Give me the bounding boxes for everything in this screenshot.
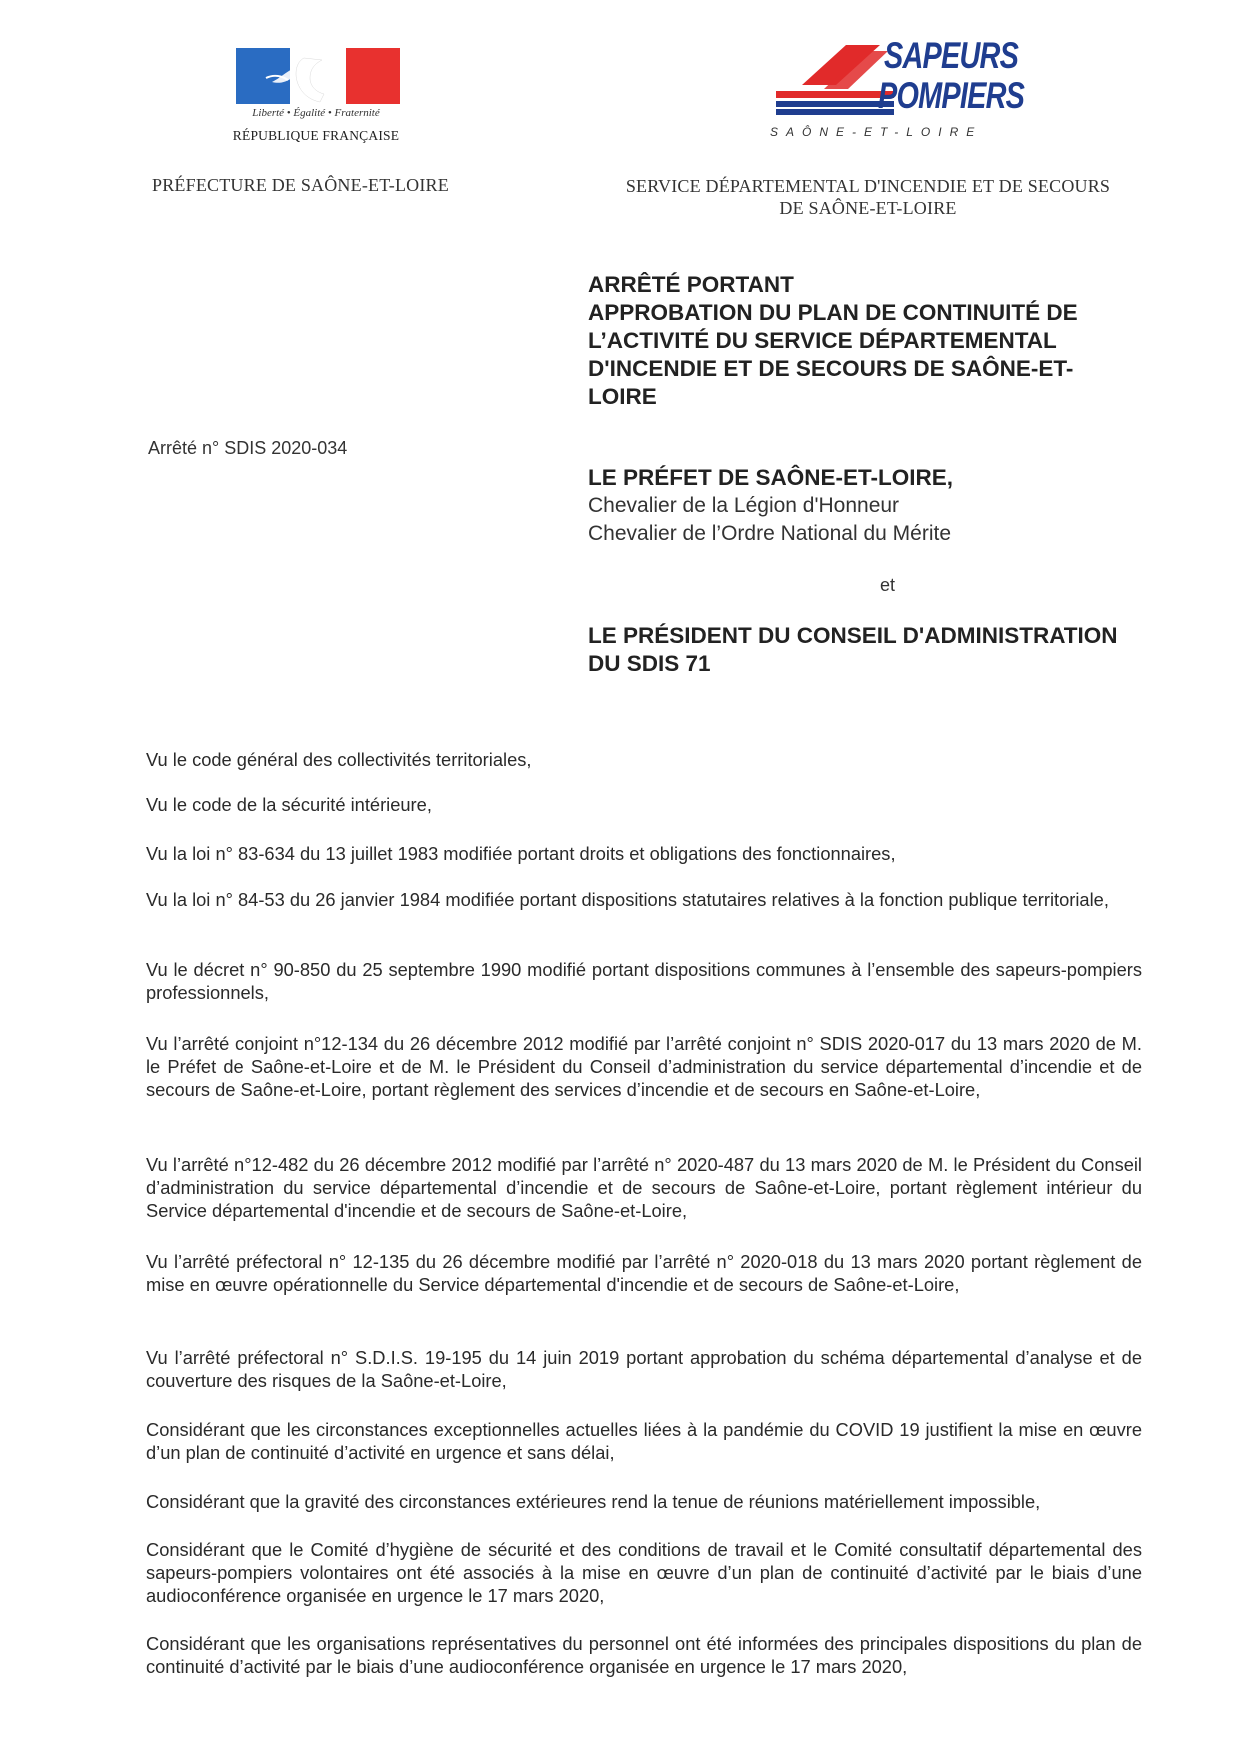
title-line: L’ACTIVITÉ DU SERVICE DÉPARTEMENTAL (588, 328, 1057, 353)
prefet-title-legion: Chevalier de la Légion d'Honneur (588, 494, 900, 517)
visa-paragraph: Vu le code général des collectivités territoriales, (146, 749, 532, 770)
visa-paragraph: Vu la loi n° 83-634 du 13 juillet 1983 modifiée portant droits et obligations des fonctionnaires, (146, 843, 896, 864)
sdis-logo-word-pompiers: POMPIERS (878, 75, 1025, 116)
sdis-logo-word-sapeurs: SAPEURS (884, 35, 1019, 76)
visa-paragraph: Vu le code de la sécurité intérieure, (146, 794, 432, 815)
visa-paragraph: Vu l’arrêté préfectoral n° 12-135 du 26 décembre modifié par l’arrêté n° 2020-018 du 13 mars 2020 portant règlement de mise en œuvre opérationnelle du Service départemental d'incendie et de secours de Saône-et-Loire, (146, 1251, 1142, 1295)
sdis-header (590, 175, 1146, 219)
president-line: LE PRÉSIDENT DU CONSEIL D'ADMINISTRATION (588, 623, 1118, 648)
visa-paragraph: Vu l’arrêté conjoint n°12-134 du 26 décembre 2012 modifié par l’arrêté conjoint n° SDIS 2020-017 du 13 mars 2020 de M. le Préfet de Saône-et-Loire et de M. le Président du Conseil d’administration du service départemental d’incendie et de secours de Saône-et-Loire, portant règlement des services d’incendie et de secours en Saône-et-Loire, (146, 1033, 1142, 1100)
prefet-heading: LE PRÉFET DE SAÔNE-ET-LOIRE, (588, 465, 954, 490)
sdis-logo-subtitle: SAÔNE-ET-LOIRE (770, 125, 983, 139)
president-line: DU SDIS 71 (588, 651, 711, 676)
title-line: APPROBATION DU PLAN DE CONTINUITÉ DE (588, 300, 1078, 325)
republique-motto: Liberté • Égalité • Fraternité (252, 107, 380, 119)
prefecture-header: PRÉFECTURE DE SAÔNE-ET-LOIRE (152, 175, 449, 195)
visa-paragraph: Vu l’arrêté préfectoral n° S.D.I.S. 19-195 du 14 juin 2019 portant approbation du schéma départemental d’analyse et de couverture des risques de la Saône-et-Loire, (146, 1347, 1142, 1391)
sdis-header-line1: SERVICE DÉPARTEMENTAL D'INCENDIE ET DE SECOURS (625, 176, 1111, 196)
prefet-title-merite: Chevalier de l’Ordre National du Mérite (588, 522, 951, 545)
arrete-reference: Arrêté n° SDIS 2020-034 (148, 438, 348, 458)
considerant-paragraph: Considérant que les circonstances exceptionnelles actuelles liées à la pandémie du COVID 19 justifient la mise en œuvre d’un plan de continuité d’activité en urgence et sans délai, (146, 1419, 1142, 1463)
conjunction-et: et (880, 575, 896, 595)
president-heading (588, 622, 1188, 678)
title-line: D'INCENDIE ET DE SECOURS DE SAÔNE-ET- (588, 356, 1074, 381)
visa-paragraph: Vu le décret n° 90-850 du 25 septembre 1990 modifié portant dispositions communes à l’ensemble des sapeurs-pompiers professionnels, (146, 959, 1142, 1003)
title-line: LOIRE (588, 384, 657, 409)
considerant-paragraph: Considérant que la gravité des circonstances extérieures rend la tenue de réunions matériellement impossible, (146, 1491, 1041, 1512)
title-line: ARRÊTÉ PORTANT (588, 272, 794, 297)
considerant-paragraph: Considérant que les organisations représentatives du personnel ont été informées des principales dispositions du plan de continuité d’activité par le biais d’une audioconférence organisée en urgence le 17 mars 2020, (146, 1633, 1142, 1677)
document-title (588, 271, 1148, 411)
visa-paragraph: Vu l’arrêté n°12-482 du 26 décembre 2012 modifié par l’arrêté n° 2020-487 du 13 mars 2020 de M. le Président du Conseil d’administration du service départemental d’incendie et de secours de Saône-et-Loire, portant règlement intérieur du Service départemental d'incendie et de secours de Saône-et-Loire, (146, 1154, 1142, 1221)
visa-paragraph: Vu la loi n° 84-53 du 26 janvier 1984 modifiée portant dispositions statutaires relatives à la fonction publique territoriale, (146, 889, 1109, 910)
sapeurs-pompiers-logo-icon (776, 45, 894, 117)
marianne-logo-icon (236, 48, 400, 104)
sdis-header-line2: DE SAÔNE-ET-LOIRE (779, 198, 957, 218)
considerant-paragraph: Considérant que le Comité d’hygiène de sécurité et des conditions de travail et le Comité consultatif départemental des sapeurs-pompiers volontaires ont été associés à la mise en œuvre d’un plan de continuité d’activité par le biais d’une audioconférence organisée en urgence le 17 mars 2020, (146, 1539, 1142, 1606)
republique-name: RÉPUBLIQUE FRANÇAISE (232, 128, 400, 143)
